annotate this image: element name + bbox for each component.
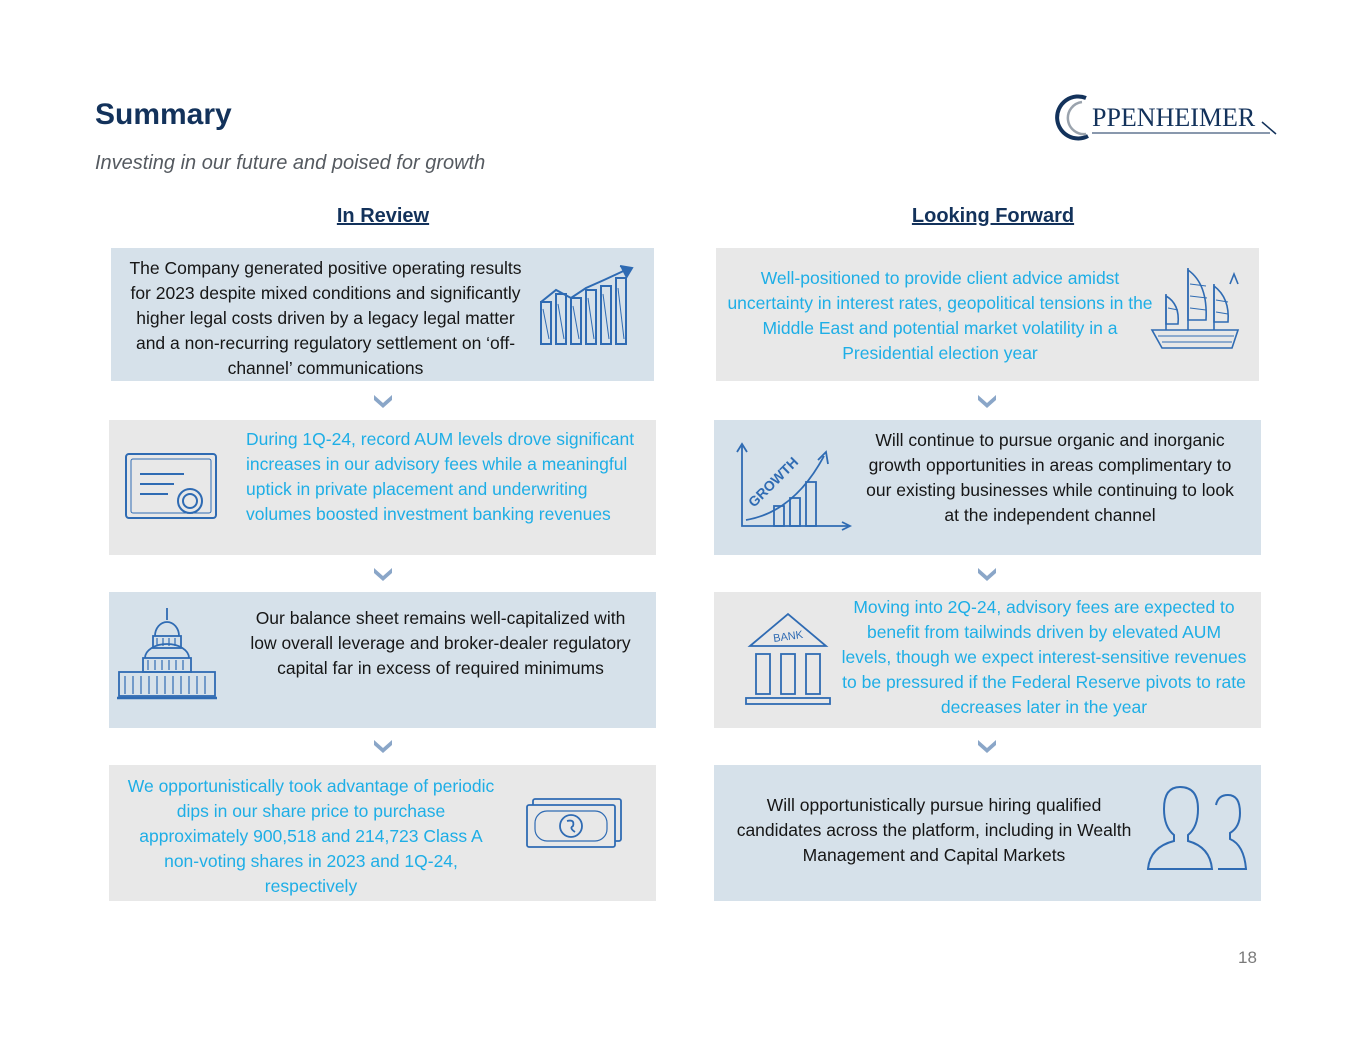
review-card-2-text: During 1Q-24, record AUM levels drove significant increases in our advisory fees while a meaningful uptick in private placement and underwriting volumes boosted investment banking revenues xyxy=(246,429,635,524)
review-card-4 xyxy=(109,765,656,901)
svg-text:GROWTH: GROWTH xyxy=(744,453,802,511)
chevron-down-icon xyxy=(373,566,393,582)
in-review-heading: In Review xyxy=(336,205,430,227)
review-card-4-text: We opportunistically took advantage of periodic dips in our share price to purchase approximately 900,518 and 214,723 Class A non-voting shares in 2023 and 1Q-24, respectively xyxy=(127,776,495,896)
svg-text:PPENHEIMER: PPENHEIMER xyxy=(1092,103,1256,132)
page-subtitle: Investing in our future and poised for growth xyxy=(95,152,486,174)
page-title: Summary xyxy=(95,98,232,131)
svg-text:BANK: BANK xyxy=(772,628,804,646)
review-card-3-text: Our balance sheet remains well-capitalized with low overall leverage and broker-dealer regulatory capital far in excess of required minimums xyxy=(250,608,631,678)
chevron-down-icon xyxy=(977,566,997,582)
rising-bar-chart-icon xyxy=(536,264,636,348)
chevron-down-icon xyxy=(977,393,997,409)
certificate-icon xyxy=(124,450,219,522)
capitol-building-icon xyxy=(115,606,219,702)
forward-card-4-text: Will opportunistically pursue hiring qualified candidates across the platform, including in Wealth Management and Capital Markets xyxy=(736,795,1132,865)
oppenheimer-logo xyxy=(1052,92,1282,142)
chevron-down-icon xyxy=(977,738,997,754)
forward-card-2-text: Will continue to pursue organic and inorganic growth opportunities in areas complimentary to our existing businesses while continuing to look at the independent channel xyxy=(866,430,1234,525)
people-icon xyxy=(1144,783,1248,873)
page-number: 18 xyxy=(1238,948,1257,967)
review-card-2 xyxy=(109,420,656,555)
bank-icon xyxy=(742,610,834,708)
chevron-down-icon xyxy=(373,393,393,409)
forward-card-1-text: Well-positioned to provide client advice amidst uncertainty in interest rates, geopolitical tensions in the Middle East and potential market volatility in a Presidential election year xyxy=(727,268,1153,363)
looking-forward-heading: Looking Forward xyxy=(911,205,1075,227)
forward-card-3 xyxy=(714,592,1261,728)
review-card-1-text: The Company generated positive operating results for 2023 despite mixed conditions and significantly higher legal costs driven by a legacy legal matter and a non-recurring regulatory settlement on ‘off-channel’ communications xyxy=(129,258,522,378)
chevron-down-icon xyxy=(373,738,393,754)
banknote-stack-icon xyxy=(525,797,625,851)
forward-card-2 xyxy=(714,420,1261,555)
review-card-3 xyxy=(109,592,656,728)
forward-card-4 xyxy=(714,765,1261,901)
forward-card-3-text: Moving into 2Q-24, advisory fees are expected to benefit from tailwinds driven by elevated AUM levels, though we expect interest-sensitive revenues to be pressured if the Federal Reserve pivots to rate decreases later in the year xyxy=(841,597,1247,717)
growth-chart-icon xyxy=(734,442,854,532)
sailing-ship-icon xyxy=(1148,264,1246,354)
review-card-1 xyxy=(111,248,654,381)
forward-card-1 xyxy=(716,248,1259,381)
